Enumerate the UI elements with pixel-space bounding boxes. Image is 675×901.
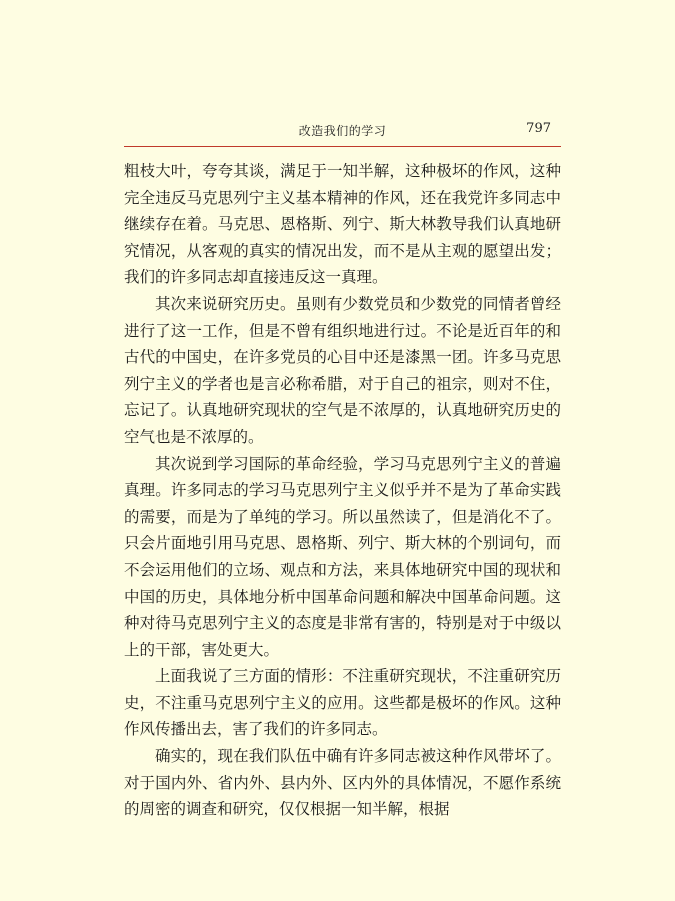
body-text: [124, 158, 561, 823]
running-title: 改造我们的学习: [298, 124, 387, 138]
paragraph-2: 其次来说研究历史。虽则有少数党员和少数党的同情者曾经进行了这一工作，但是不曾有组织地进行过。不论是近百年的和古代的中国史，在许多党员的心目中还是漆黑一团。许多马克思列宁主义的学者也是言必称希腊，对于自己的祖宗，则对不住，忘记了。认真地研究现状的空气是不浓厚的，认真地研究历史的空气也是不浓厚的。: [124, 294, 561, 446]
page-number: 797: [526, 121, 551, 136]
paragraph-5: 确实的，现在我们队伍中确有许多同志被这种作风带坏了。对于国内外、省内外、县内外、区内外的具体情况，不愿作系统的周密的调查和研究，仅仅根据一知半解，根据: [124, 747, 561, 819]
page-header: [124, 116, 561, 147]
paragraph-1: 粗枝大叶，夸夸其谈，满足于一知半解，这种极坏的作风，这种完全违反马克思列宁主义基本精神的作风，还在我党许多同志中继续存在着。马克思、恩格斯、列宁、斯大林教导我们认真地研究情况，从客观的真实的情况出发，而不是从主观的愿望出发；我们的许多同志却直接违反这一真理。: [124, 162, 561, 287]
paragraph-3: 其次说到学习国际的革命经验，学习马克思列宁主义的普遍真理。许多同志的学习马克思列宁主义似乎并不是为了革命实践的需要，而是为了单纯的学习。所以虽然读了，但是消化不了。只会片面地引用马克思、恩格斯、列宁、斯大林的个别词句，而不会运用他们的立场、观点和方法，来具体地研究中国的现状和中国的历史，具体地分析中国革命问题和解决中国革命问题。这种对待马克思列宁主义的态度是非常有害的，特别是对于中级以上的干部，害处更大。: [124, 454, 561, 659]
paragraph-4: 上面我说了三方面的情形：不注重研究现状，不注重研究历史，不注重马克思列宁主义的应用。这些都是极坏的作风。这种作风传播出去，害了我们的许多同志。: [124, 667, 561, 739]
